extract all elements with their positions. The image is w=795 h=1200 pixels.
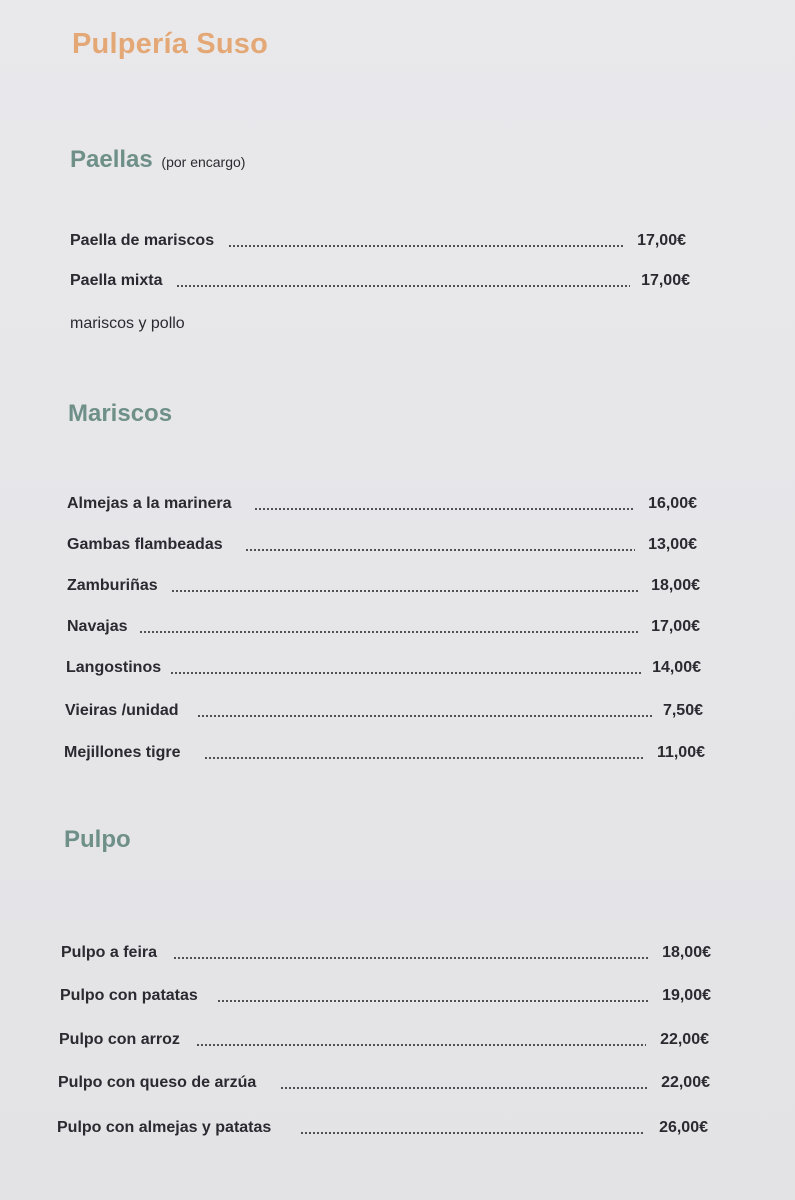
item-price: 17,00€ <box>651 618 700 635</box>
item-name: Paella de mariscos <box>70 232 215 249</box>
item-price: 18,00€ <box>651 577 700 594</box>
item-price: 11,00€ <box>656 744 705 761</box>
item-price: 26,00€ <box>659 1119 708 1136</box>
item-description: mariscos y pollo <box>70 315 185 332</box>
menu-item <box>70 268 690 290</box>
item-name: Gambas flambeadas <box>67 536 223 553</box>
item-name: Mejillones tigre <box>64 744 181 761</box>
item-name: Navajas <box>67 618 128 635</box>
leader-dots <box>176 285 630 287</box>
menu-item <box>67 532 697 554</box>
leader-dots <box>139 631 640 633</box>
leader-dots <box>254 508 635 510</box>
leader-dots <box>170 672 641 674</box>
leader-dots <box>280 1087 648 1089</box>
item-name: Paella mixta <box>70 272 163 289</box>
menu-item <box>66 655 701 677</box>
section-title-text: Paellas <box>70 146 153 173</box>
menu-item <box>57 1115 708 1137</box>
section-note: (por encargo) <box>161 154 246 170</box>
item-price: 17,00€ <box>637 232 686 249</box>
menu-item <box>70 228 686 250</box>
section-title-pulpo: Pulpo <box>64 826 131 853</box>
item-name: Langostinos <box>66 659 162 676</box>
item-name: Pulpo con patatas <box>60 987 198 1004</box>
leader-dots <box>173 957 648 959</box>
menu-item <box>58 1070 710 1092</box>
leader-dots <box>196 1044 646 1046</box>
leader-dots <box>300 1132 645 1134</box>
item-price: 7,50€ <box>662 702 703 719</box>
leader-dots <box>245 549 635 551</box>
item-price: 13,00€ <box>648 536 697 553</box>
menu-item <box>59 1027 709 1049</box>
item-price: 22,00€ <box>660 1031 709 1048</box>
section-title-mariscos: Mariscos <box>68 400 173 427</box>
menu-item <box>61 940 711 962</box>
item-name: Almejas a la marinera <box>67 495 232 512</box>
menu-item <box>67 614 700 636</box>
item-name: Pulpo con almejas y patatas <box>57 1119 272 1136</box>
leader-dots <box>171 590 640 592</box>
leader-dots <box>228 245 624 247</box>
item-name: Pulpo con arroz <box>59 1031 180 1048</box>
item-price: 17,00€ <box>641 272 690 289</box>
restaurant-name: Pulpería Suso <box>72 28 268 60</box>
item-price: 18,00€ <box>662 944 711 961</box>
item-name: Pulpo a feira <box>61 944 158 961</box>
leader-dots <box>217 1000 648 1002</box>
item-price: 16,00€ <box>648 495 697 512</box>
item-price: 14,00€ <box>652 659 701 676</box>
menu-item <box>65 698 703 720</box>
leader-dots <box>197 715 653 717</box>
menu-item <box>64 740 705 762</box>
item-name: Pulpo con queso de arzúa <box>58 1074 257 1091</box>
item-name: Zamburiñas <box>67 577 158 594</box>
menu-item <box>67 491 697 513</box>
item-price: 22,00€ <box>661 1074 710 1091</box>
section-title-paellas <box>70 146 245 174</box>
leader-dots <box>204 757 645 759</box>
menu-item <box>67 573 700 595</box>
item-name: Vieiras /unidad <box>65 702 179 719</box>
item-price: 19,00€ <box>662 987 711 1004</box>
menu-item <box>60 983 711 1005</box>
